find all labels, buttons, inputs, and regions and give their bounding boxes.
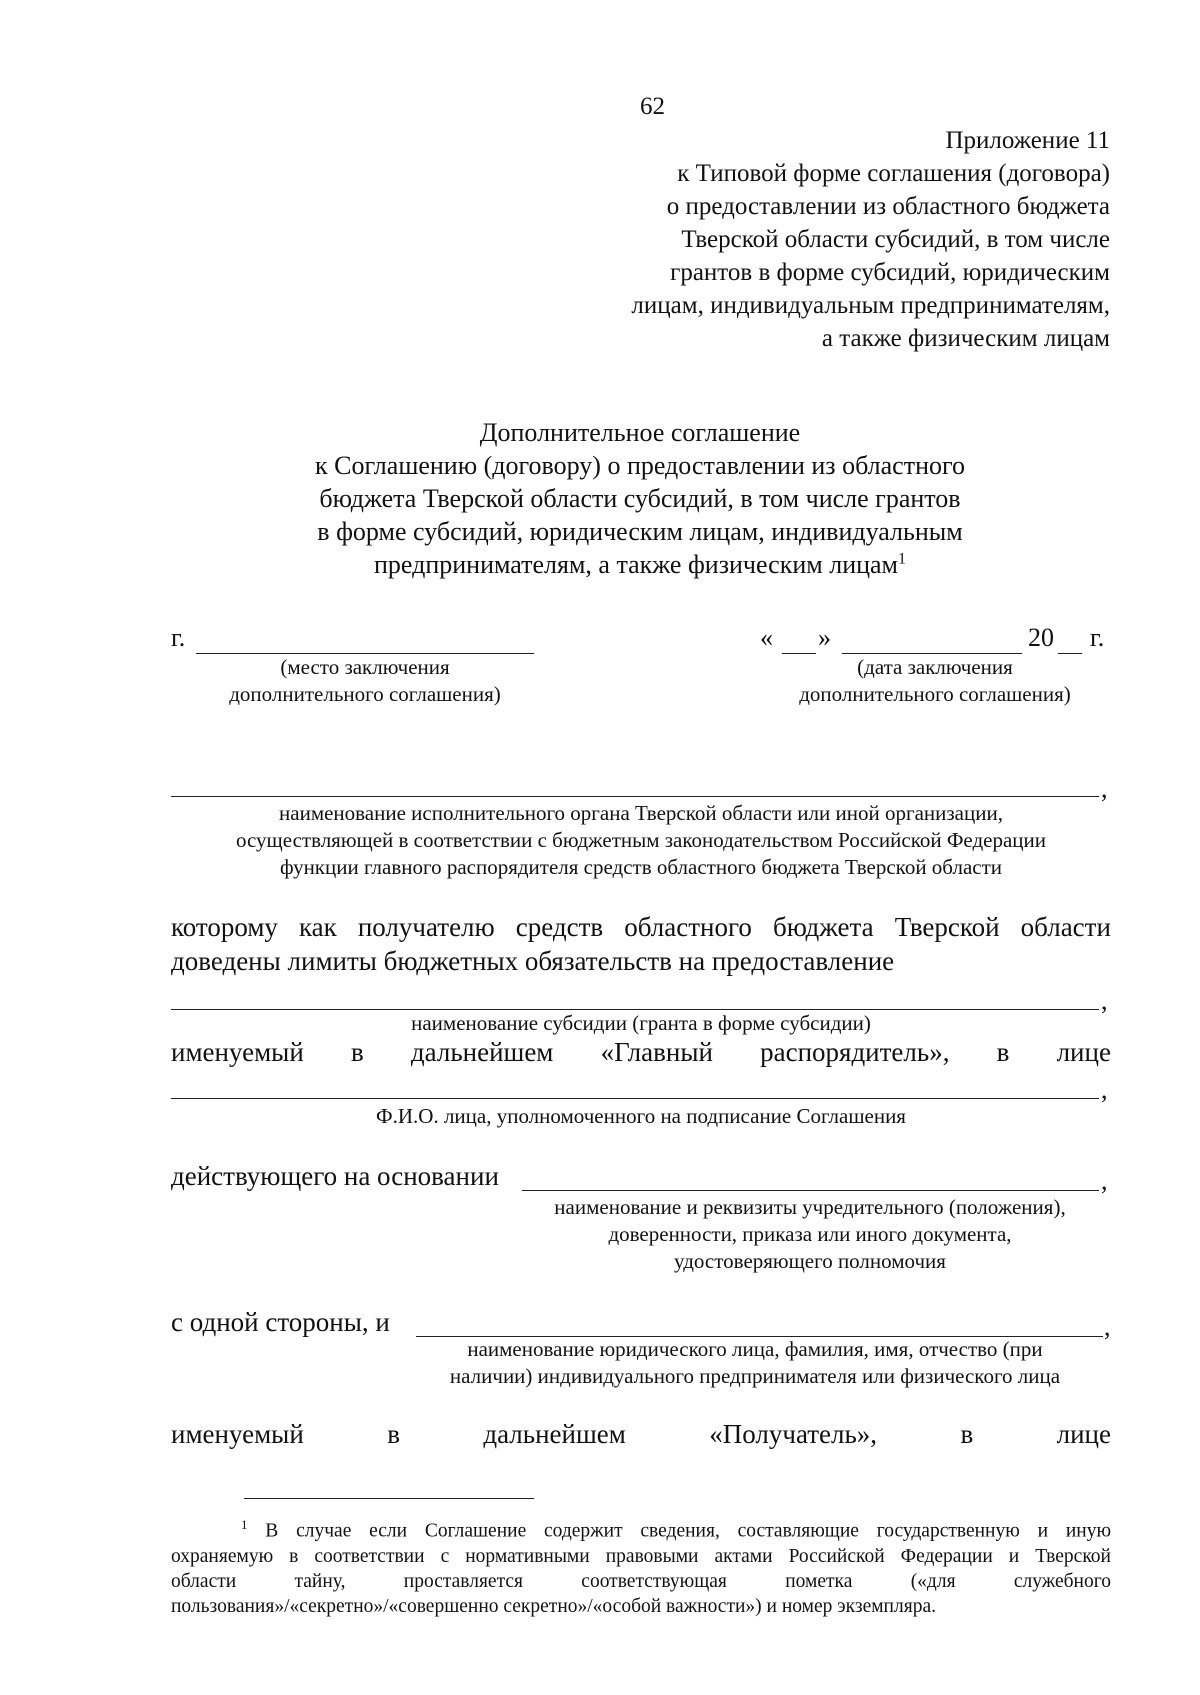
appendix-line: о предоставлении из областного бюджета <box>666 193 1110 220</box>
word: «Главный <box>600 1037 713 1067</box>
word: «Получатель», <box>709 1419 878 1449</box>
org-comma: , <box>1101 774 1108 803</box>
caption-line: удостоверяющего полномочия <box>674 1249 946 1273</box>
footnote-mark: 1 <box>898 550 907 568</box>
caption-line: (место заключения <box>280 655 450 679</box>
date-close-quote: » <box>818 623 831 652</box>
date-caption <box>760 654 1110 708</box>
recipient-line <box>171 1419 1111 1450</box>
caption-line: осуществляющей в соответствии с бюджетным законодательством Российской Федерации <box>235 828 1046 852</box>
word: области <box>1020 912 1111 942</box>
footnote-line <box>171 1512 1111 1544</box>
date-day-field <box>782 626 816 654</box>
word: лице <box>1056 1419 1111 1449</box>
date-year-field <box>1058 626 1082 654</box>
footnote-text: В случае если Соглашение содержит сведения, составляющие государственную и иную <box>265 1520 1112 1542</box>
place-prefix: г. <box>171 623 186 652</box>
fio-caption: Ф.И.О. лица, уполномоченного на подписание Соглашения <box>376 1104 906 1128</box>
org-caption <box>171 800 1111 881</box>
para1-line1 <box>171 912 1111 943</box>
document-title <box>160 416 1120 581</box>
party-label: с одной стороны, и <box>171 1307 390 1337</box>
date-month-field <box>842 626 1022 654</box>
fio-comma: , <box>1101 1075 1108 1104</box>
word: получателю <box>357 912 495 942</box>
footnote-separator <box>244 1498 534 1499</box>
caption-line: наименование юридического лица, фамилия, имя, отчество (при <box>467 1337 1043 1361</box>
main-distributor-line <box>171 1037 1111 1068</box>
word: лице <box>1056 1037 1111 1067</box>
caption-line: наличии) индивидуального предпринимателя или физического лица <box>449 1364 1061 1388</box>
party-field <box>416 1309 1103 1337</box>
word: распорядитель», <box>760 1037 950 1067</box>
title-line: Дополнительное соглашение <box>479 418 801 447</box>
title-line-last <box>160 548 1120 581</box>
word: именуемый <box>171 1419 304 1449</box>
caption-line: наименование исполнительного органа Тверской области или иной организации, <box>279 801 1003 825</box>
appendix-line: Тверской области субсидий, в том числе <box>681 226 1110 253</box>
word: как <box>298 912 337 942</box>
footnote-line: области тайну, проставляется соответствующая пометка («для служебного <box>171 1570 1111 1592</box>
caption-line: доверенности, приказа или иного документа, <box>608 1222 1012 1246</box>
basis-comma: , <box>1101 1166 1108 1195</box>
subsidy-caption: наименование субсидии (гранта в форме субсидии) <box>411 1011 871 1035</box>
word: Тверской <box>894 912 1000 942</box>
word: именуемый <box>171 1037 304 1067</box>
place-caption <box>196 654 534 708</box>
fio-field <box>171 1072 1099 1099</box>
title-line: бюджета Тверской области субсидий, в том числе грантов <box>319 484 961 513</box>
footnote-number: 1 <box>241 1517 248 1532</box>
party-caption <box>390 1336 1120 1390</box>
title-line: к Соглашению (договору) о предоставлении из областного <box>314 451 965 480</box>
date-year-suffix: г. <box>1090 623 1105 652</box>
word: дальнейшем <box>483 1419 626 1449</box>
date-open-quote: « <box>760 623 773 652</box>
subsidy-field <box>171 983 1099 1010</box>
footnote <box>171 1512 1111 1619</box>
caption-line: (дата заключения <box>857 655 1013 679</box>
word: в <box>960 1419 974 1449</box>
appendix-line: лицам, индивидуальным предпринимателям, <box>631 292 1110 319</box>
appendix-line: к Типовой форме соглашения (договора) <box>677 160 1110 187</box>
caption-line: функции главного распорядителя средств областного бюджета Тверской области <box>279 855 1003 879</box>
org-field <box>171 770 1099 797</box>
word: в <box>387 1419 400 1449</box>
caption-line: наименование и реквизиты учредительного (положения), <box>554 1195 1066 1219</box>
word: областного <box>624 912 752 942</box>
footnote-line: пользования»/«секретно»/«совершенно секретно»/«особой важности») и номер экземпляра. <box>171 1595 936 1617</box>
page-number: 62 <box>640 93 665 120</box>
word: в <box>996 1037 1010 1067</box>
para1-line2: доведены лимиты бюджетных обязательств на предоставление <box>171 946 895 976</box>
appendix-line: Приложение 11 <box>945 127 1110 154</box>
date-year-prefix: 20 <box>1028 623 1054 652</box>
party-comma: , <box>1104 1312 1111 1341</box>
appendix-line: грантов в форме субсидий, юридическим <box>670 259 1110 286</box>
basis-field <box>522 1163 1099 1191</box>
word: средств <box>515 912 604 942</box>
place-field <box>196 626 534 654</box>
basis-label: действующего на основании <box>171 1161 499 1191</box>
word: дальнейшем <box>410 1037 554 1067</box>
basis-caption <box>500 1194 1120 1275</box>
subsidy-comma: , <box>1101 986 1108 1015</box>
footnote-line: охраняемую в соответствии с нормативными правовыми актами Российской Федерации и Тверской <box>171 1545 1111 1567</box>
word: которому <box>171 912 278 942</box>
title-line: в форме субсидий, юридическим лицам, индивидуальным <box>317 517 963 546</box>
word: бюджета <box>772 912 874 942</box>
caption-line: дополнительного соглашения) <box>799 682 1071 706</box>
word: в <box>350 1037 364 1067</box>
caption-line: дополнительного соглашения) <box>229 682 501 706</box>
appendix-header <box>550 124 1110 355</box>
appendix-line: а также физическим лицам <box>821 325 1110 352</box>
title-line: предпринимателям, а также физическим лицам <box>373 550 899 579</box>
